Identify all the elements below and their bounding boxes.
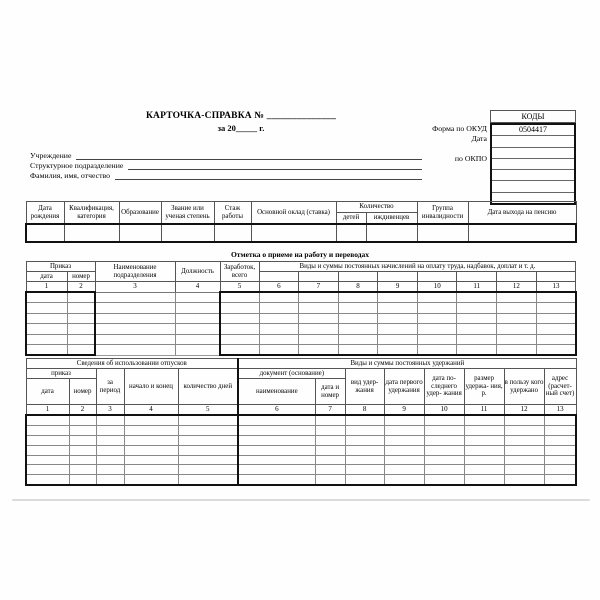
col-number: 4 — [175, 282, 220, 293]
empty-cell — [178, 415, 238, 425]
empty-cell — [124, 425, 178, 435]
col-order-date: дата — [26, 379, 69, 405]
hiring-empty-row — [26, 344, 576, 355]
col-education: Образование — [119, 202, 161, 225]
accrual-subcol — [338, 272, 378, 282]
empty-cell — [178, 435, 238, 445]
col-number: 3 — [96, 405, 124, 416]
institution-field — [30, 150, 422, 160]
empty-cell — [259, 303, 299, 313]
empty-cell — [417, 303, 457, 313]
vacations-empty-row — [26, 425, 576, 435]
empty-cell — [544, 465, 576, 475]
vacations-deductions-table — [25, 358, 577, 486]
empty-cell — [457, 313, 497, 323]
col-period: за период — [96, 369, 124, 405]
empty-cell — [69, 425, 96, 435]
hiring-table-title: Отметка о приеме на работу и переводах — [230, 250, 370, 259]
empty-cell — [417, 334, 457, 344]
empty-cell — [299, 313, 339, 323]
empty-cell — [238, 465, 315, 475]
col-number: 10 — [424, 405, 464, 416]
col-deduction-type: вид удер- жания — [345, 369, 384, 405]
empty-cell — [96, 435, 124, 445]
accrual-subcol — [299, 272, 339, 282]
full-name-blank-line — [115, 170, 422, 180]
empty-cell — [497, 303, 537, 313]
date-label: Дата — [471, 134, 487, 143]
personal-data-table — [25, 201, 577, 243]
empty-cell — [95, 344, 175, 355]
empty-cell — [504, 415, 544, 425]
empty-cell — [424, 415, 464, 425]
col-number: 12 — [504, 405, 544, 416]
empty-cell — [124, 475, 178, 485]
col-number: 2 — [69, 405, 96, 416]
col-first-deduction: дата первого удержания — [384, 369, 424, 405]
col-number: 6 — [238, 405, 315, 416]
full-name-label: Фамилия, имя, отчество — [30, 171, 111, 180]
empty-cell — [26, 455, 69, 465]
empty-cell — [384, 455, 424, 465]
col-number: 11 — [457, 282, 497, 293]
col-number: 3 — [95, 282, 175, 293]
empty-cell — [96, 415, 124, 425]
page-title — [91, 111, 391, 121]
empty-cell — [384, 475, 424, 485]
col-number: 13 — [544, 405, 576, 416]
empty-cell — [26, 344, 67, 355]
empty-cell — [417, 292, 457, 303]
empty-cell — [124, 415, 178, 425]
empty-cell — [220, 313, 259, 323]
vacations-section-title: Сведения об использовании отпусков — [26, 359, 238, 369]
col-number: 7 — [315, 405, 345, 416]
empty-cell — [95, 324, 175, 334]
column-numbers-row — [26, 282, 576, 293]
vacations-empty-row — [26, 435, 576, 445]
empty-cell — [67, 303, 95, 313]
empty-cell — [175, 292, 220, 303]
empty-cell — [26, 465, 69, 475]
col-number: 8 — [345, 405, 384, 416]
empty-cell — [504, 445, 544, 455]
codes-grid — [490, 123, 576, 205]
col-number: 13 — [536, 282, 576, 293]
empty-cell — [536, 334, 576, 344]
empty-cell — [338, 334, 378, 344]
page-edge-shadow — [12, 499, 590, 501]
empty-cell — [119, 224, 161, 242]
col-number: 10 — [417, 282, 457, 293]
empty-cell — [178, 465, 238, 475]
empty-cell — [299, 324, 339, 334]
empty-cell — [220, 324, 259, 334]
hiring-empty-row — [26, 334, 576, 344]
empty-cell — [251, 224, 336, 242]
hiring-empty-row — [26, 313, 576, 323]
empty-cell — [464, 475, 504, 485]
empty-cell — [299, 303, 339, 313]
title-blank-line: ______________ — [266, 111, 337, 121]
col-number: 1 — [26, 405, 69, 416]
hiring-empty-row — [26, 292, 576, 303]
codes-empty-cell — [492, 158, 574, 169]
title-block — [91, 111, 391, 133]
col-doc-name: наименование — [238, 379, 315, 405]
empty-cell — [95, 292, 175, 303]
col-dependents: иждивенцев — [366, 213, 417, 225]
col-position: Должность — [175, 262, 220, 282]
empty-cell — [464, 465, 504, 475]
okud-label: Форма по ОКУД — [432, 124, 487, 133]
accrual-subcol — [497, 272, 537, 282]
empty-cell — [504, 455, 544, 465]
accrual-subcol — [417, 272, 457, 282]
empty-cell — [345, 455, 384, 465]
empty-cell — [69, 435, 96, 445]
col-start-end: начало и конец — [124, 369, 178, 405]
hiring-empty-row — [26, 324, 576, 334]
col-number: 5 — [178, 405, 238, 416]
empty-cell — [544, 435, 576, 445]
empty-cell — [26, 313, 67, 323]
empty-cell — [315, 425, 345, 435]
empty-cell — [378, 334, 418, 344]
accrual-subcol — [259, 272, 299, 282]
empty-cell — [175, 344, 220, 355]
empty-cell — [178, 425, 238, 435]
empty-cell — [26, 475, 69, 485]
col-amount: размер удержа- ния, р. — [464, 369, 504, 405]
empty-cell — [345, 465, 384, 475]
col-order-number: номер — [69, 379, 96, 405]
codes-empty-cell — [492, 169, 574, 180]
col-department: Наименование подразделения — [95, 262, 175, 282]
empty-cell — [384, 465, 424, 475]
col-children: детей — [336, 213, 366, 225]
empty-cell — [124, 445, 178, 455]
col-last-deduction: дата по- следнего удер- жания — [424, 369, 464, 405]
empty-cell — [26, 334, 67, 344]
col-document: документ (основание) — [238, 369, 345, 379]
empty-cell — [69, 455, 96, 465]
empty-cell — [544, 425, 576, 435]
empty-cell — [315, 455, 345, 465]
empty-cell — [67, 324, 95, 334]
empty-cell — [178, 455, 238, 465]
institution-blank-line — [76, 150, 422, 160]
empty-cell — [384, 435, 424, 445]
accrual-subcol — [536, 272, 576, 282]
empty-cell — [26, 303, 67, 313]
empty-cell — [69, 445, 96, 455]
empty-cell — [299, 334, 339, 344]
empty-cell — [504, 465, 544, 475]
empty-cell — [536, 324, 576, 334]
empty-cell — [417, 324, 457, 334]
empty-cell — [464, 435, 504, 445]
empty-cell — [259, 313, 299, 323]
empty-cell — [26, 445, 69, 455]
empty-cell — [220, 303, 259, 313]
empty-cell — [95, 313, 175, 323]
deductions-section-title: Виды и суммы постоянных удержаний — [238, 359, 576, 369]
empty-cell — [497, 344, 537, 355]
empty-cell — [424, 455, 464, 465]
hiring-empty-row — [26, 303, 576, 313]
empty-cell — [214, 224, 251, 242]
col-number: 5 — [220, 282, 259, 293]
personal-data-row — [26, 224, 576, 242]
empty-cell — [175, 334, 220, 344]
col-number: 6 — [259, 282, 299, 293]
empty-cell — [67, 334, 95, 344]
empty-cell — [96, 425, 124, 435]
col-doc-date-number: дата и номер — [315, 379, 345, 405]
empty-cell — [366, 224, 417, 242]
empty-cell — [504, 475, 544, 485]
empty-cell — [26, 425, 69, 435]
empty-cell — [345, 415, 384, 425]
okpo-label: по ОКПО — [454, 154, 487, 163]
empty-cell — [338, 324, 378, 334]
empty-cell — [175, 303, 220, 313]
empty-cell — [378, 313, 418, 323]
empty-cell — [124, 465, 178, 475]
codes-empty-cell — [492, 135, 574, 146]
empty-cell — [96, 455, 124, 465]
empty-cell — [338, 303, 378, 313]
empty-cell — [259, 334, 299, 344]
empty-cell — [315, 475, 345, 485]
col-number: 7 — [299, 282, 339, 293]
empty-cell — [424, 425, 464, 435]
empty-cell — [504, 425, 544, 435]
empty-cell — [336, 224, 366, 242]
empty-cell — [69, 465, 96, 475]
empty-cell — [259, 344, 299, 355]
col-degree: Звание или ученая степень — [161, 202, 214, 225]
empty-cell — [544, 415, 576, 425]
empty-cell — [178, 445, 238, 455]
col-earnings: Заработок, всего — [220, 262, 259, 282]
empty-cell — [544, 445, 576, 455]
empty-cell — [457, 324, 497, 334]
empty-cell — [67, 292, 95, 303]
col-experience: Стаж работы — [214, 202, 251, 225]
col-number: 11 — [464, 405, 504, 416]
col-qualification: Квалификация, категория — [64, 202, 119, 225]
empty-cell — [238, 425, 315, 435]
col-address: адрес (расчет- ный счет) — [544, 369, 576, 405]
empty-cell — [299, 344, 339, 355]
empty-cell — [497, 292, 537, 303]
institution-label: Учреждение — [30, 151, 72, 160]
codes-box-title: КОДЫ — [490, 110, 576, 123]
empty-cell — [69, 475, 96, 485]
empty-cell — [544, 475, 576, 485]
empty-cell — [468, 224, 576, 242]
codes-box — [490, 110, 576, 205]
empty-cell — [536, 303, 576, 313]
col-number: 12 — [497, 282, 537, 293]
empty-cell — [26, 224, 64, 242]
empty-cell — [384, 425, 424, 435]
codes-empty-cell — [492, 147, 574, 158]
empty-cell — [424, 445, 464, 455]
col-number: 9 — [384, 405, 424, 416]
empty-cell — [497, 313, 537, 323]
col-order: Приказ — [26, 262, 95, 272]
empty-cell — [345, 445, 384, 455]
empty-cell — [124, 435, 178, 445]
empty-cell — [544, 455, 576, 465]
empty-cell — [345, 425, 384, 435]
empty-cell — [417, 224, 468, 242]
col-salary: Основной оклад (ставка) — [251, 202, 336, 225]
empty-cell — [238, 455, 315, 465]
empty-cell — [384, 415, 424, 425]
empty-cell — [315, 445, 345, 455]
vacations-empty-row — [26, 455, 576, 465]
empty-cell — [536, 344, 576, 355]
hiring-table — [25, 261, 577, 356]
empty-cell — [95, 303, 175, 313]
empty-cell — [238, 415, 315, 425]
col-number: 2 — [67, 282, 95, 293]
period-line: за 20_____ г. — [217, 123, 265, 133]
empty-cell — [536, 292, 576, 303]
empty-cell — [464, 415, 504, 425]
col-order: приказ — [26, 369, 96, 379]
empty-cell — [315, 435, 345, 445]
empty-cell — [417, 344, 457, 355]
empty-cell — [424, 475, 464, 485]
empty-cell — [464, 455, 504, 465]
col-pension-date: Дата выхода на пенсию — [468, 202, 576, 225]
empty-cell — [124, 455, 178, 465]
empty-cell — [69, 415, 96, 425]
empty-cell — [259, 292, 299, 303]
empty-cell — [417, 313, 457, 323]
empty-cell — [378, 292, 418, 303]
vacations-empty-row — [26, 445, 576, 455]
empty-cell — [457, 303, 497, 313]
empty-cell — [299, 292, 339, 303]
empty-cell — [67, 313, 95, 323]
department-field — [30, 160, 422, 170]
empty-cell — [345, 475, 384, 485]
empty-cell — [464, 425, 504, 435]
col-number: 1 — [26, 282, 67, 293]
col-number: 4 — [124, 405, 178, 416]
empty-cell — [220, 334, 259, 344]
empty-cell — [536, 313, 576, 323]
department-label: Структурное подразделение — [30, 161, 124, 170]
empty-cell — [64, 224, 119, 242]
codes-empty-cell — [492, 180, 574, 191]
col-accruals: Виды и суммы постоянных начислений на оплату труда, надбавок, доплат и т. д. — [259, 262, 576, 272]
empty-cell — [345, 435, 384, 445]
empty-cell — [338, 313, 378, 323]
department-blank-line — [128, 160, 422, 170]
col-order-number: номер — [67, 272, 95, 282]
empty-cell — [178, 475, 238, 485]
empty-cell — [338, 344, 378, 355]
empty-cell — [26, 292, 67, 303]
col-days: количество дней — [178, 369, 238, 405]
empty-cell — [315, 465, 345, 475]
empty-cell — [26, 435, 69, 445]
empty-cell — [457, 334, 497, 344]
empty-cell — [384, 445, 424, 455]
empty-cell — [175, 313, 220, 323]
col-beneficiary: в пользу кого удержано — [504, 369, 544, 405]
empty-cell — [95, 334, 175, 344]
empty-cell — [338, 292, 378, 303]
empty-cell — [96, 475, 124, 485]
empty-cell — [464, 445, 504, 455]
full-name-field — [30, 170, 422, 180]
empty-cell — [26, 324, 67, 334]
empty-cell — [96, 445, 124, 455]
empty-cell — [497, 334, 537, 344]
col-disability: Группа инвалидности — [417, 202, 468, 225]
empty-cell — [457, 344, 497, 355]
empty-cell — [96, 465, 124, 475]
col-count: Количество — [336, 202, 417, 213]
col-birth-date: Дата рождения — [26, 202, 64, 225]
col-order-date: дата — [26, 272, 67, 282]
empty-cell — [378, 324, 418, 334]
vacations-empty-row — [26, 475, 576, 485]
empty-cell — [315, 415, 345, 425]
empty-cell — [67, 344, 95, 355]
okud-value-cell: 0504417 — [519, 125, 547, 134]
empty-cell — [259, 324, 299, 334]
accrual-subcol — [378, 272, 418, 282]
accrual-subcol — [457, 272, 497, 282]
empty-cell — [26, 415, 69, 425]
empty-cell — [238, 445, 315, 455]
col-number: 8 — [338, 282, 378, 293]
col-number: 9 — [378, 282, 418, 293]
empty-cell — [424, 435, 464, 445]
empty-cell — [378, 303, 418, 313]
empty-cell — [238, 435, 315, 445]
page-title-text: КАРТОЧКА-СПРАВКА № — [145, 111, 265, 121]
empty-cell — [175, 324, 220, 334]
empty-cell — [161, 224, 214, 242]
vacations-empty-row — [26, 465, 576, 475]
empty-cell — [504, 435, 544, 445]
org-fields — [30, 150, 422, 180]
column-numbers-row — [26, 405, 576, 416]
empty-cell — [378, 344, 418, 355]
empty-cell — [457, 292, 497, 303]
vacations-empty-row — [26, 415, 576, 425]
empty-cell — [238, 475, 315, 485]
empty-cell — [220, 344, 259, 355]
empty-cell — [497, 324, 537, 334]
empty-cell — [424, 465, 464, 475]
empty-cell — [220, 292, 259, 303]
